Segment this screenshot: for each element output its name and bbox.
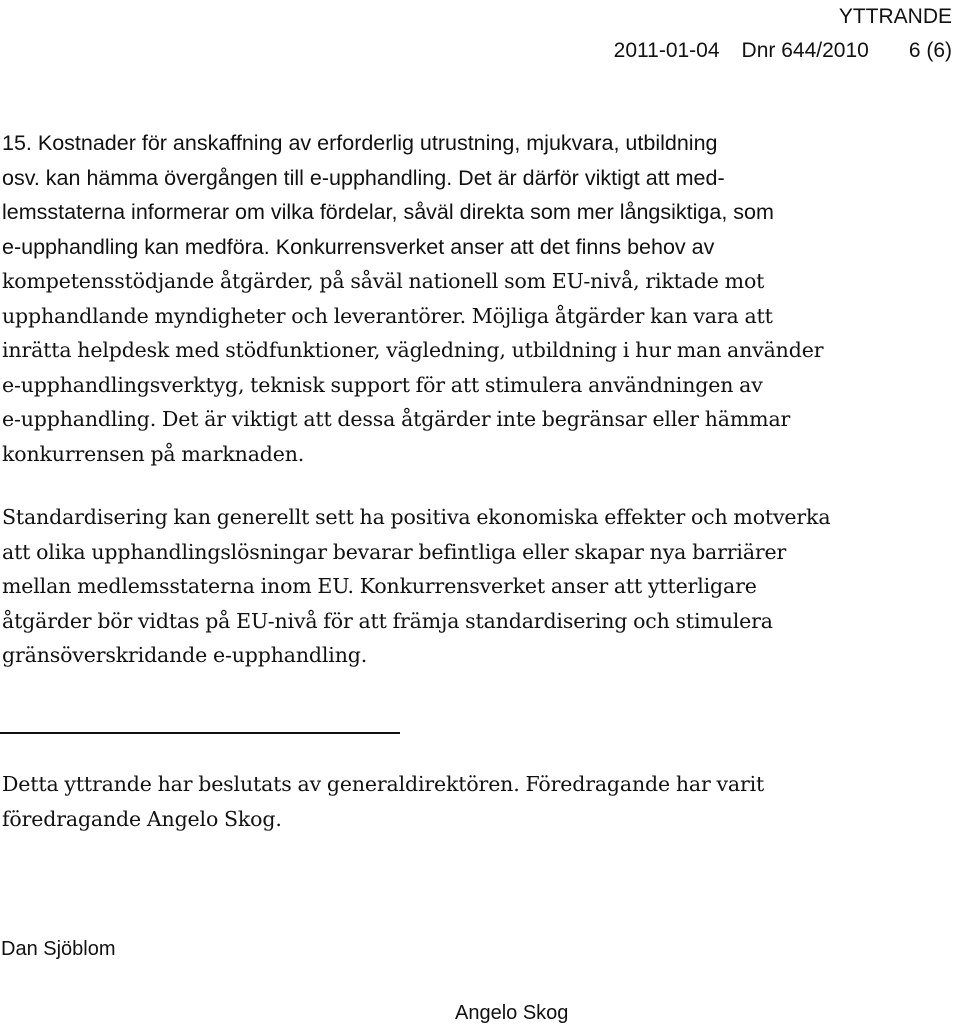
text-line: att olika upphandlingslösningar bevarar befintliga eller skapar nya barriärer: [2, 539, 787, 564]
text-segment: Konkurrensverket anser att det finns behov av: [269, 234, 715, 259]
signature-director-general: Dan Sjöblom: [1, 938, 116, 960]
text-line: konkurrensen på marknaden.: [2, 441, 305, 466]
document-header: [614, 0, 952, 68]
text-line: lemsstaterna informerar om vilka fördelar, såväl direkta som mer långsiktiga, som: [2, 200, 774, 224]
separator-rule: [0, 732, 400, 734]
text-line: Standardisering kan generellt sett ha positiva ekonomiska effekter och motverka: [2, 505, 831, 529]
paragraph-standardisering: [2, 500, 952, 673]
document-meta: [614, 34, 952, 68]
signature-rapporteur: Angelo Skog: [455, 1002, 569, 1024]
text-line: inrätta helpdesk med stödfunktioner, vägledning, utbildning i hur man använder: [2, 338, 824, 362]
document-reference-number: Dnr 644/2010: [741, 39, 869, 62]
document-type-label: YTTRANDE: [838, 5, 952, 28]
text-line: 15. Kostnader för anskaffning av erforderlig utrustning, mjukvara, utbildning: [2, 131, 718, 155]
text-line: föredragande Angelo Skog.: [2, 806, 282, 831]
text-line: [2, 230, 952, 265]
text-line: Detta yttrande har beslutats av generaldirektören. Föredragande har varit: [2, 772, 765, 796]
document-type: [614, 0, 952, 34]
paragraph-15: [2, 126, 952, 471]
text-line: åtgärder bör vidtas på EU-nivå för att främja standardisering och stimulera: [2, 608, 773, 633]
paragraph-decision: [2, 767, 952, 836]
text-line: e-upphandling. Det är viktigt att dessa åtgärder inte begränsar eller hämmar: [2, 407, 791, 431]
text-line: upphandlande myndigheter och leverantörer. Möjliga åtgärder kan vara att: [2, 303, 773, 328]
text-line: mellan medlemsstaterna inom EU. Konkurrensverket anser att ytterligare: [2, 574, 757, 598]
document-date: 2011-01-04: [613, 39, 720, 62]
text-line: gränsöverskridande e-upphandling.: [2, 643, 368, 667]
page-number: 6 (6): [908, 39, 952, 62]
text-line: osv. kan hämma övergången till e-upphandling. Det är därför viktigt att med-: [2, 165, 725, 190]
text-line: kompetensstödjande åtgärder, på såväl nationell som EU-nivå, riktade mot: [2, 269, 765, 293]
text-line: e-upphandlingsverktyg, teknisk support för att stimulera användningen av: [2, 372, 763, 397]
text-segment: e-upphandling kan medföra.: [2, 234, 270, 259]
